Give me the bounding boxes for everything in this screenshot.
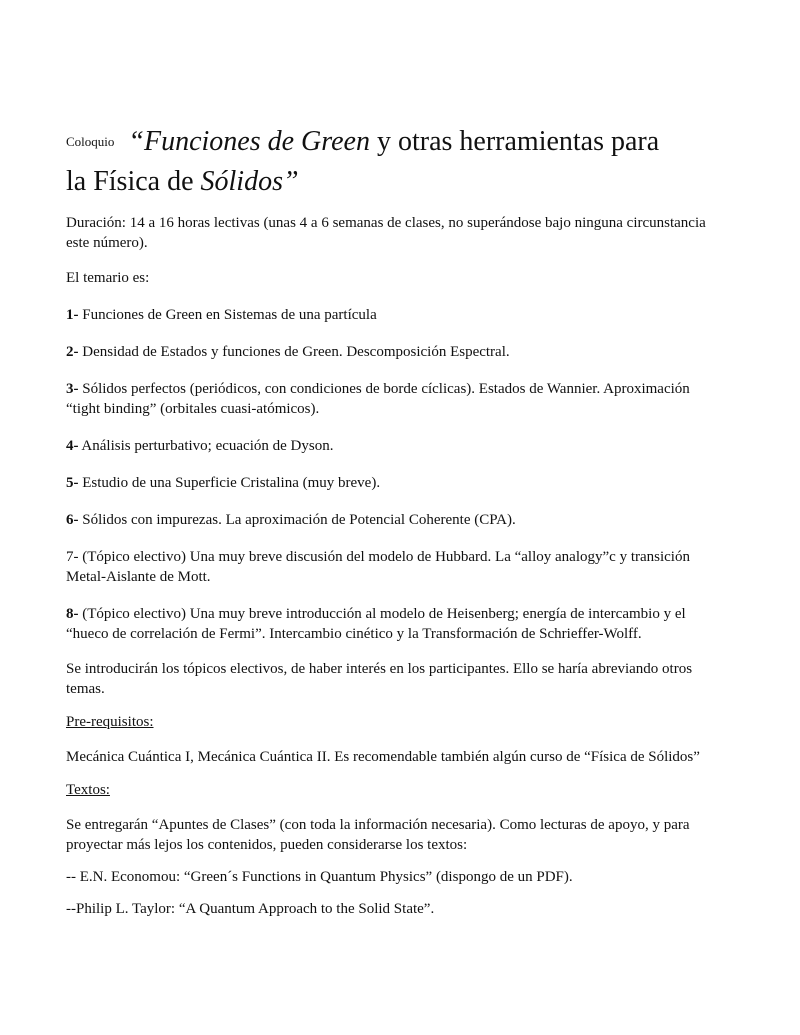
item-number: 3- [66,381,79,397]
item-number: 5- [66,475,79,491]
prereq-text: Mecánica Cuántica I, Mecánica Cuántica II. Es recomendable también algún curso de “Física de Sólidos” [66,749,700,765]
item-text: Estudio de una Superficie Cristalina (muy breve). [78,475,381,491]
item-text: Sólidos perfectos (periódicos, con condiciones de borde cíclicas). Estados de Wannier. Aproximación “tight binding” (orbitales cuasi-atómicos). [66,381,690,417]
title-italic-green: Funciones de Green [143,126,370,157]
item-text: Funciones de Green en Sistemas de una partícula [78,307,377,323]
item-text: (Tópico electivo) Una muy breve introducción al modelo de Heisenberg; energía de intercambio y el “hueco de correlación de Fermi”. Intercambio cinético y la Transformación de Schrieffer-Wolff. [66,606,686,642]
duracion-paragraph: Duración: 14 a 16 horas lectivas (unas 4 a 6 semanas de clases, no superándose bajo ninguna circunstancia este número). [66,215,706,251]
reference-taylor: --Philip L. Taylor: “A Quantum Approach to the Solid State”. [66,901,435,917]
title-prefix: Coloquio [66,134,115,149]
textos-intro: Se entregarán “Apuntes de Clases” (con toda la información necesaria). Como lecturas de apoyo, y para proyectar más lejos los contenidos, pueden considerarse los textos: [66,817,690,853]
temario-intro: El temario es: [66,270,150,286]
document-body [66,213,716,919]
temario-item-3 [66,379,716,419]
title-open-quote: “ [128,126,144,157]
temario-item-2 [66,342,716,362]
temario-item-7 [66,547,716,587]
title-middle: y otras herramientas para [369,126,660,157]
item-number: 6- [66,512,79,528]
item-number: 2- [66,344,79,360]
item-text: Sólidos con impurezas. La aproximación de Potencial Coherente (CPA). [78,512,516,528]
title-italic-solidos: Sólidos [200,166,283,197]
temario-item-8 [66,604,716,644]
temario-item-1 [66,305,716,325]
prereq-heading: Pre-requisitos: [66,714,154,730]
item-text: Análisis perturbativo; ecuación de Dyson. [78,438,334,454]
item-text: (Tópico electivo) Una muy breve discusión del modelo de Hubbard. La “alloy analogy”c y transición Metal-Aislante de Mott. [66,549,690,585]
item-number: 7- [66,549,79,565]
item-number: 8- [66,606,79,622]
reference-economou: -- E.N. Economou: “Green´s Functions in Quantum Physics” (dispongo de un PDF). [66,869,573,885]
item-text: Densidad de Estados y funciones de Green. Descomposición Espectral. [78,344,510,360]
temario-item-5 [66,473,716,493]
temario-item-6 [66,510,716,530]
temario-item-4 [66,436,716,456]
item-number: 4- [66,438,79,454]
title-close-quote: ” [283,166,299,197]
document-title [66,122,756,202]
item-number: 1- [66,307,79,323]
textos-heading: Textos: [66,782,110,798]
title-line2: la Física de [66,166,201,197]
electivos-note: Se introducirán los tópicos electivos, de haber interés en los participantes. Ello se haría abreviando otros temas. [66,661,693,697]
